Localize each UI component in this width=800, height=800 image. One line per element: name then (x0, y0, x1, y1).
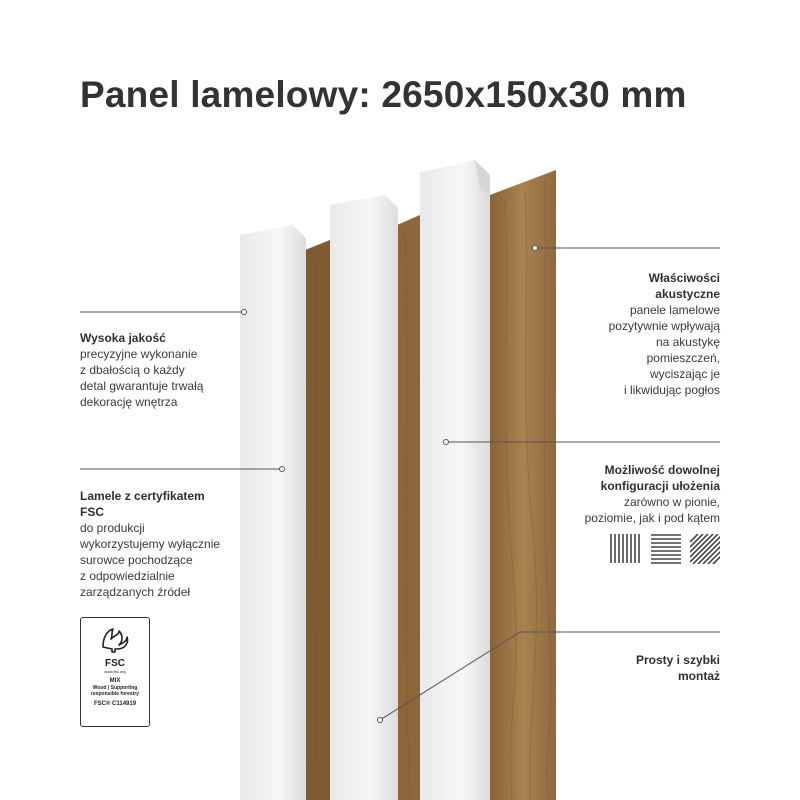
fsc-tree-icon (97, 623, 133, 653)
callout-acoustic-line: pozytywnie wpływają (608, 319, 720, 333)
wood-board-front (490, 170, 556, 800)
callout-config (585, 462, 720, 526)
callout-fsc-line: do produkcji (80, 521, 145, 535)
callout-fsc-line: wykorzystujemy wyłącznie (80, 537, 221, 551)
white-slat-3 (420, 160, 490, 800)
callout-acoustic-line: wyciszając je (649, 367, 720, 381)
fsc-url: www.fsc.org (104, 669, 126, 674)
callout-fsc-line: surowce pochodzące (80, 553, 193, 567)
callout-fsc-heading: FSC (80, 505, 104, 519)
wood-board-left (305, 240, 330, 800)
callout-mount-heading: Prosty i szybki (635, 653, 720, 667)
callout-acoustic (609, 270, 720, 398)
callout-acoustic-heading: Właściwości (648, 271, 720, 285)
fsc-line-1: Wood | Supporting (92, 685, 138, 691)
fsc-line-2: responsible forestry (90, 691, 140, 697)
fsc-mix-label: MIX (109, 678, 121, 684)
callout-acoustic-heading: akustyczne (655, 287, 720, 301)
fsc-code: FSC® C114919 (93, 701, 137, 707)
horizontal-lines-icon (651, 535, 681, 563)
callout-quality-heading: Wysoka jakość (80, 331, 166, 345)
page-title: Panel lamelowy: 2650x150x30 mm (80, 74, 687, 115)
callout-quality-line: detal gwarantuje trwałą (80, 379, 204, 393)
callout-config-heading: konfiguracji ułożenia (600, 479, 720, 493)
fsc-logo (80, 617, 150, 727)
callout-fsc-line: z odpowiedzialnie (80, 569, 175, 583)
callout-acoustic-line: i likwidując pogłos (623, 383, 720, 397)
wood-board-mid (397, 215, 420, 800)
callout-acoustic-line: panele lamelowe (629, 303, 720, 317)
white-slat-1 (240, 225, 306, 800)
callout-mount (636, 652, 720, 684)
white-slat-2 (330, 195, 398, 800)
callout-fsc-heading: Lamele z certyfikatem (80, 489, 205, 503)
diagonal-lines-icon (690, 534, 743, 564)
callout-config-line: zarówno w pionie, (623, 495, 720, 509)
callout-config-heading: Możliwość dowolnej (604, 463, 720, 477)
callout-fsc (80, 488, 220, 600)
callout-acoustic-line: na akustykę (655, 335, 720, 349)
callout-config-line: poziomie, jak i pod kątem (584, 511, 720, 525)
callout-quality-line: dekorację wnętrza (80, 395, 178, 409)
callout-quality-line: z dbałością o każdy (80, 363, 185, 377)
callout-acoustic-line: pomieszczeń, (646, 351, 720, 365)
vertical-lines-icon (611, 534, 639, 563)
callout-quality-line: precyzyjne wykonanie (80, 347, 198, 361)
callout-quality (80, 330, 203, 410)
callout-mount-heading: montaż (678, 669, 720, 683)
callout-fsc-line: zarządzanych źródeł (80, 585, 191, 599)
fsc-brand: FSC (105, 658, 125, 669)
